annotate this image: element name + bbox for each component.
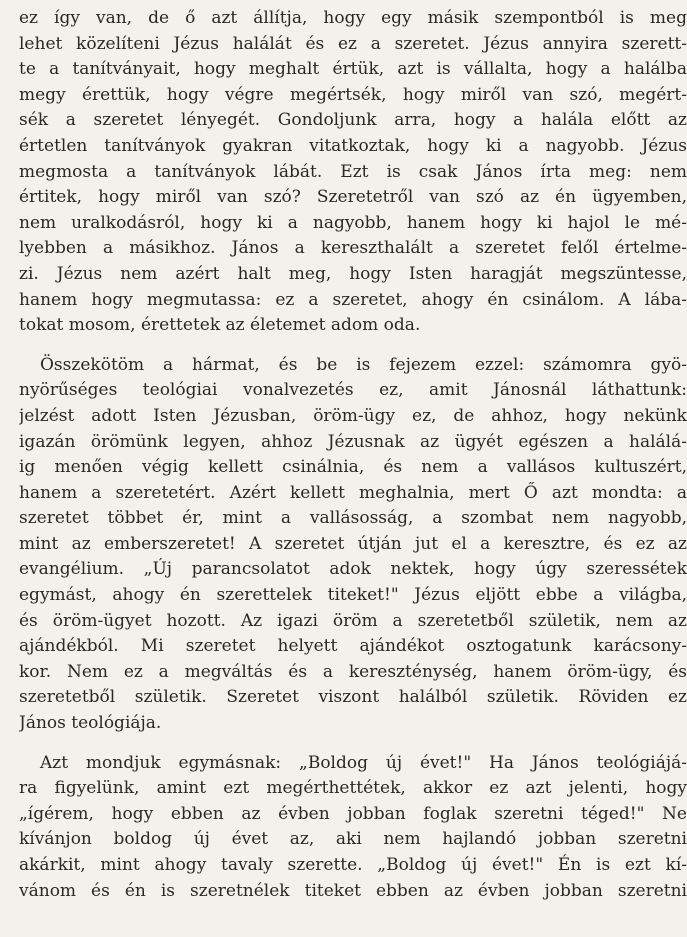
text-line: szeretetből születik. Szeretet viszont halálból születik. Röviden ez [19,687,687,708]
text-line: egymást, ahogy én szerettelek titeket!" Jézus eljött ebbe a világba, [19,585,687,606]
text-line: sék a szeretet lényegét. Gondoljunk arra, hogy a halála előtt az [19,110,687,131]
paragraph-gap [19,737,687,751]
text-line: ig menően végig kellett csinálnia, és nem a vallásos kultuszért, [19,457,687,478]
text-line: hanem a szeretetért. Azért kellett meghalnia, mert Ő azt mondta: a [19,482,687,503]
text-line: kívánjon boldog új évet az, aki nem hajlandó jobban szeretni [19,829,687,850]
text-line: kor. Nem ez a megváltás és a kereszténység, hanem öröm-ügy, és [19,661,687,682]
text-line: hanem hogy megmutassa: ez a szeretet, ahogy én csinálom. A lába- [19,289,687,310]
text-line: igazán örömünk legyen, ahhoz Jézusnak az ügyét egészen a halálá- [19,431,687,452]
text-line: ra figyelünk, amint ezt megérthettétek, akkor ez azt jelenti, hogy [19,778,687,799]
text-line: tokat mosom, érettetek az életemet adom oda. [19,315,421,336]
text-line: megmosta a tanítványok lábát. Ezt is csak János írta meg: nem [19,161,687,182]
paragraph-1 [19,6,687,339]
text-line: nyörűséges teológiai vonalvezetés ez, amit Jánosnál láthattunk: [19,380,687,401]
text-line: szeretet többet ér, mint a vallásosság, a szombat nem nagyobb, [19,508,687,529]
text-line: Azt mondjuk egymásnak: „Boldog új évet!" Ha János teológiájá- [40,752,687,773]
text-line: János teológiája. [19,713,162,734]
text-line: Összekötöm a hármat, és be is fejezem ezzel: számomra gyö- [40,354,687,375]
text-line: lehet közelíteni Jézus halálát és ez a szeretet. Jézus annyira szerett- [19,33,687,54]
text-line: jelzést adott Isten Jézusban, öröm-ügy ez, de ahhoz, hogy nekünk [19,405,687,426]
paragraph-2 [19,353,687,737]
text-line: te a tanítványait, hogy meghalt értük, azt is vállalta, hogy a halálba [19,59,687,80]
text-line: és öröm-ügyet hozott. Az igazi öröm a szeretetből születik, nem az [19,610,687,631]
text-line: ez így van, de ő azt állítja, hogy egy másik szempontból is meg [19,8,687,28]
paragraph-gap [19,339,687,353]
text-line: evangélium. „Új parancsolatot adok nektek, hogy úgy szeressétek [19,559,687,580]
text-line: „ígérem, hogy ebben az évben jobban foglak szeretni téged!" Ne [19,803,687,824]
document-page [19,6,687,904]
text-line: zi. Jézus nem azért halt meg, hogy Isten haragját megszüntesse, [19,263,687,284]
text-line: értetlen tanítványok gyakran vitatkoztak, hogy ki a nagyobb. Jézus [19,135,687,156]
text-line: nem uralkodásról, hogy ki a nagyobb, hanem hogy ki hajol le mé- [19,212,687,233]
text-line: megy érettük, hogy végre megértsék, hogy miről van szó, megért- [19,84,687,105]
text-line: lyebben a másikhoz. János a kereszthalált a szeretet felől értelme- [19,238,687,259]
text-line: akárkit, mint ahogy tavaly szerette. „Boldog új évet!" Én is ezt kí- [19,855,687,875]
text-line: mint az emberszeretet! A szeretet útján jut el a keresztre, és ez az [19,533,687,554]
text-line: vánom és én is szeretnélek titeket ebben az évben jobban szeretni [19,880,687,901]
text-line: értitek, hogy miről van szó? Szeretetről van szó az én ügyemben, [19,187,687,208]
text-line: ajándékból. Mi szeretet helyett ajándékot osztogatunk karácsony- [19,636,687,657]
paragraph-3 [19,751,687,905]
